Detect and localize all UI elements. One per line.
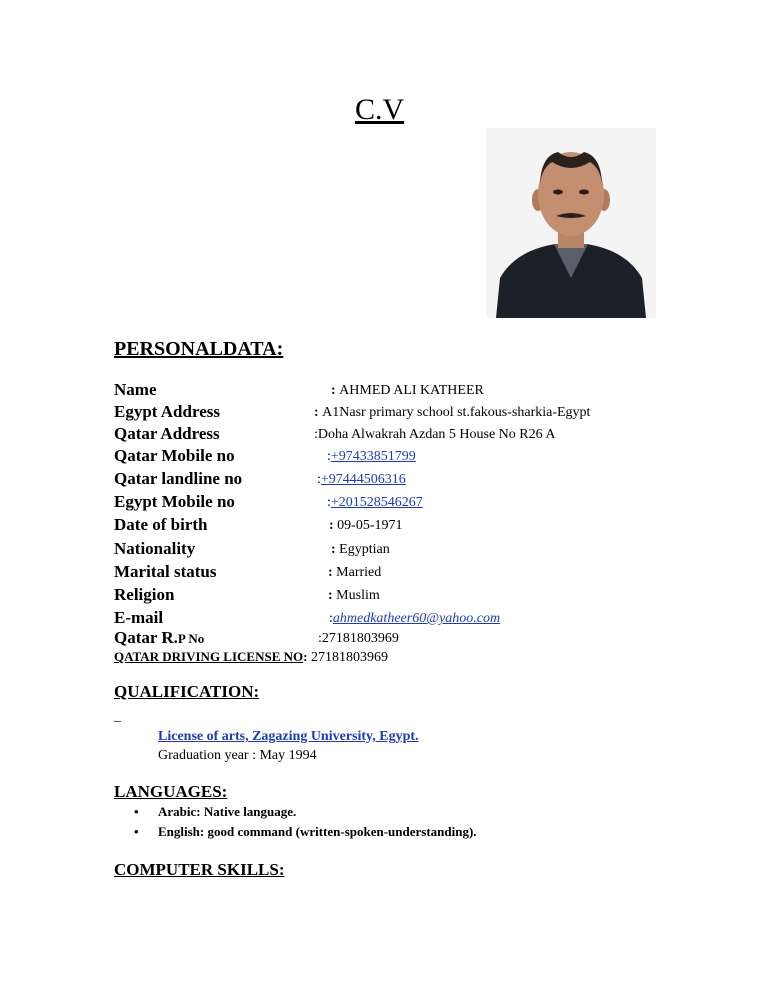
- value-egypt-address: : A1Nasr primary school st.fakous-sharkia-Egypt: [314, 405, 591, 420]
- language-item: • English: good command (written-spoken-understanding).: [134, 824, 477, 839]
- qualification-heading: QUALIFICATION:: [114, 682, 260, 701]
- label-qatar-address: Qatar Address: [114, 424, 220, 443]
- value-date-of-birth: : 09-05-1971: [329, 518, 403, 533]
- bullet-icon: •: [134, 804, 139, 819]
- value-marital-status: : Married: [328, 565, 382, 580]
- computer-skills-heading: COMPUTER SKILLS:: [114, 860, 285, 879]
- value-qatar-landline: :+97444506316: [317, 472, 406, 487]
- label-marital-status: Marital status: [114, 562, 217, 581]
- value-qatar-mobile: :+97433851799: [327, 449, 416, 464]
- label-qatar-mobile: Qatar Mobile no: [114, 446, 235, 465]
- languages-heading: LANGUAGES:: [114, 782, 228, 801]
- label-qatar-landline: Qatar landline no: [114, 469, 243, 488]
- qatar-mobile-link[interactable]: +97433851799: [330, 449, 416, 464]
- qualification-marker: _: [114, 709, 121, 724]
- qualification-degree-link[interactable]: License of arts, Zagazing University, Egypt.: [158, 729, 419, 744]
- value-nationality: : Egyptian: [331, 542, 390, 557]
- label-religion: Religion: [114, 585, 175, 604]
- value-name: : AHMED ALI KATHEER: [331, 383, 484, 398]
- email-link[interactable]: ahmedkatheer60@yahoo.com: [332, 611, 501, 626]
- page-title: C.V: [355, 93, 405, 126]
- label-egypt-address: Egypt Address: [114, 402, 220, 421]
- value-egypt-mobile: :+201528546267: [327, 495, 423, 510]
- value-religion: : Muslim: [328, 588, 380, 603]
- graduation-year: Graduation year : May 1994: [158, 748, 317, 763]
- label-email: E-mail: [114, 608, 164, 627]
- value-qatar-address: :Doha Alwakrah Azdan 5 House No R26 A: [314, 427, 556, 442]
- value-email: :ahmedkatheer60@yahoo.com: [329, 611, 501, 626]
- label-date-of-birth: Date of birth: [114, 515, 208, 534]
- bullet-icon: •: [134, 824, 139, 839]
- qatar-driving-license: QATAR DRIVING LICENSE NO: 27181803969: [114, 649, 388, 665]
- label-egypt-mobile: Egypt Mobile no: [114, 492, 235, 511]
- label-qatar-rp: Qatar R.P No: [114, 628, 205, 647]
- value-qatar-rp: :27181803969: [318, 631, 399, 646]
- language-item: • Arabic: Native language.: [134, 804, 297, 819]
- qatar-landline-link[interactable]: +97444506316: [320, 472, 406, 487]
- label-nationality: Nationality: [114, 539, 196, 558]
- personal-data-heading: PERSONALDATA:: [114, 338, 284, 360]
- profile-photo: [486, 128, 656, 318]
- egypt-mobile-link[interactable]: +201528546267: [330, 495, 423, 510]
- label-name: Name: [114, 380, 157, 399]
